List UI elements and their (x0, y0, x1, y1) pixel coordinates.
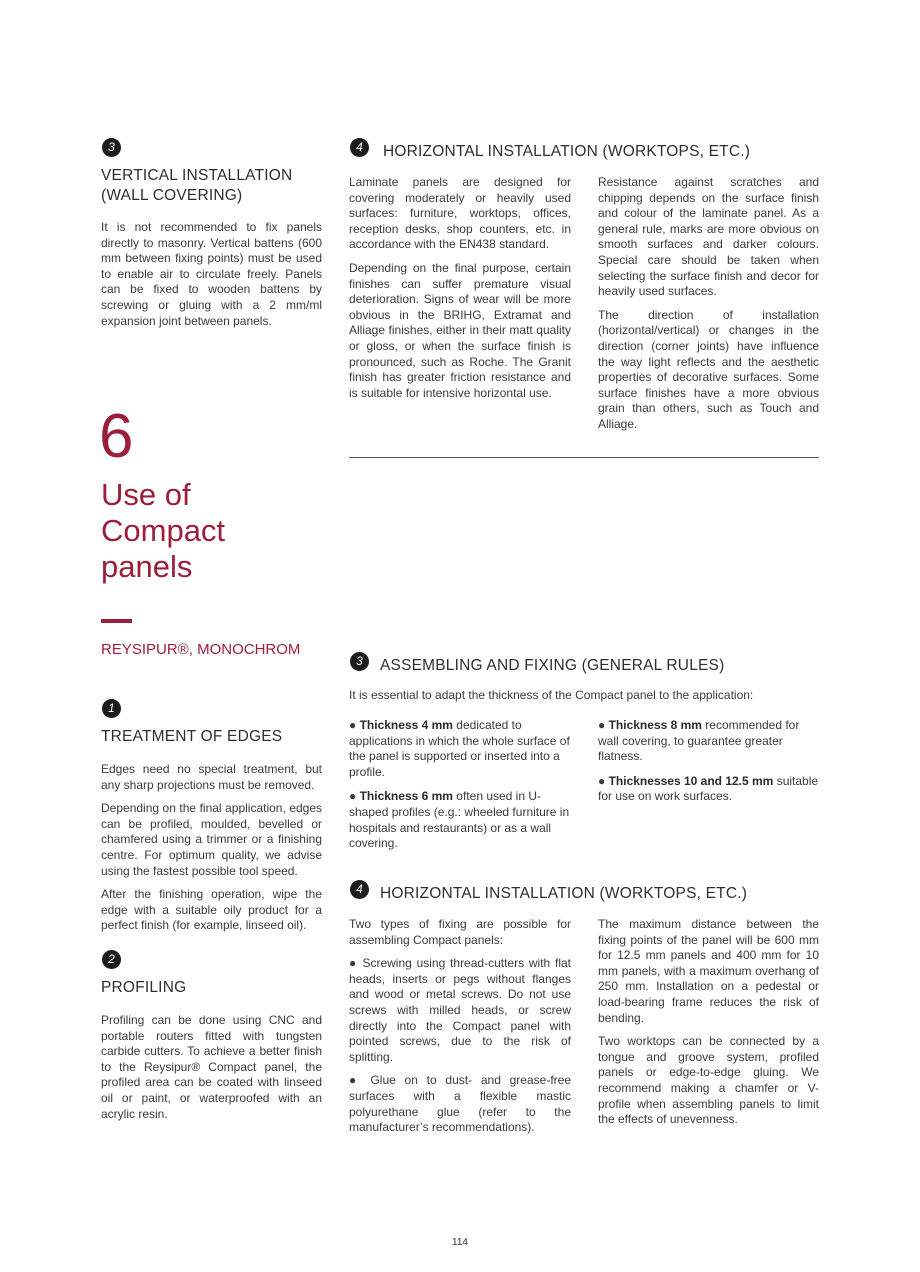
heading-line: (WALL COVERING) (101, 187, 243, 204)
step-badge-4: 4 (350, 880, 369, 899)
paragraph: Two types of fixing are possible for assembling Compact panels: (349, 917, 571, 947)
assembling-heading: ASSEMBLING AND FIXING (GENERAL RULES) (380, 657, 725, 674)
item-text: often used in U-shaped profiles (e.g.: wheeled furniture in hospitals and restaurants) or as a wall covering. (349, 789, 570, 851)
title-line: Use of (101, 477, 191, 512)
step-badge-2: 2 (102, 950, 121, 969)
profiling-text (101, 1013, 322, 1130)
item-bold: Thickness 8 mm (608, 718, 702, 732)
assembling-intro: It is essential to adapt the thickness of the Compact panel to the application: (349, 688, 754, 702)
step-badge-1: 1 (102, 699, 121, 718)
vertical-installation-text (101, 220, 322, 337)
paragraph: The direction of installation (horizontal/vertical) or changes in the direction (corner joints) have influence the way light reflects and the aesthetic properties of decorative surfaces. Some surface finishes have a more obvious grain than others, such as Touch and Alliage. (598, 307, 819, 431)
title-line: Compact (101, 513, 226, 548)
accent-bar (101, 619, 132, 623)
section-subtitle: REYSIPUR®, MONOCHROM (101, 641, 301, 658)
page-number: 114 (452, 1237, 468, 1248)
item-text: dedicated to applications in which the whole surface of the panel is supported or inserted into a profile. (349, 718, 570, 779)
paragraph: Two worktops can be connected by a tongue and groove system, profiled panels or edge-to-edge gluing. We recommend making a chamfer or V-profile when assembling panels to limit the effects of unevenness. (598, 1034, 819, 1127)
step-badge-4: 4 (350, 138, 369, 157)
horizontal-col1 (349, 175, 571, 409)
list-item: ● Thickness 8 mm recommended for wall covering, to guarantee greater flatness. (598, 718, 800, 764)
vertical-installation-heading (101, 166, 292, 206)
profiling-heading: PROFILING (101, 979, 187, 996)
horizontal2-col1 (349, 917, 571, 1144)
bullet-paragraph: ● Glue on to dust- and grease-free surfaces with a flexible mastic polyurethane glue (refer to the manufacturer’s recommendations). (349, 1073, 571, 1135)
paragraph: Laminate panels are designed for covering moderately or heavily used surfaces: furniture, worktops, offices, reception desks, shop counters, etc. in accordance with the EN438 standard. (349, 175, 571, 252)
edges-heading: TREATMENT OF EDGES (101, 728, 283, 745)
item-bold: Thicknesses 10 and 12.5 mm (608, 773, 774, 788)
item-bold: Thickness 6 mm (359, 789, 453, 804)
assembling-col2 (598, 718, 819, 814)
horizontal-col2 (598, 175, 819, 441)
edges-text (101, 762, 322, 942)
section-number: 6 (99, 402, 134, 471)
section-title (101, 477, 321, 585)
heading-line: VERTICAL INSTALLATION (101, 167, 293, 184)
item-text: recommended for wall covering, to guarantee greater flatness. (598, 718, 800, 764)
item-text: suitable for use on work surfaces. (598, 773, 819, 804)
bullet-paragraph: ● Screwing using thread-cutters with flat heads, inserts or pegs without flanges and wood or metal screws. Do not use screws with milled heads, or screw directly into the Compact panel with pointed screws, due to the risk of splitting. (349, 956, 571, 1064)
paragraph: It is not recommended to fix panels directly to masonry. Vertical battens (600 mm between fixing points) must be used to enable air to circulate freely. Panels can be fixed to wooden battens by screwing or gluing with a 2 mm/ml expansion joint between panels. (101, 220, 322, 328)
section-divider (349, 457, 819, 458)
item-bold: Thickness 4 mm (359, 718, 453, 732)
step-badge-3: 3 (102, 138, 121, 157)
horizontal2-col2 (598, 917, 819, 1136)
paragraph: Edges need no special treatment, but any sharp projections must be removed. (101, 762, 322, 792)
list-item: ● Thicknesses 10 and 12.5 mm suitable for use on work surfaces. (598, 773, 819, 804)
paragraph: The maximum distance between the fixing points of the panel will be 600 mm for 12.5 mm panels and 400 mm for 10 mm panels, with a maximum overhang of 250 mm. Installation on a pedestal or load-bearing frame reduces the risk of bending. (598, 917, 819, 1025)
title-line: panels (101, 549, 193, 584)
horizontal2-heading: HORIZONTAL INSTALLATION (WORKTOPS, ETC.) (380, 885, 748, 902)
horizontal-installation-heading: HORIZONTAL INSTALLATION (WORKTOPS, ETC.) (383, 143, 751, 160)
step-badge-3: 3 (350, 652, 369, 671)
bullet-text: Screwing using thread-cutters with flat heads, inserts or pegs without flanges and wood or metal screws. Do not use screws with milled heads, or screw directly into the Compact panel with pointed screws, due to the risk of splitting. (349, 956, 571, 1064)
bullet-text: Glue on to dust- and grease-free surfaces with a flexible mastic polyurethane glue (refer to the manufacturer’s recommendations). (349, 1073, 571, 1135)
list-item: ● Thickness 6 mm often used in U-shaped profiles (e.g.: wheeled furniture in hospitals and restaurants) or as a wall covering. (349, 789, 570, 851)
assembling-col1 (349, 718, 571, 861)
paragraph: After the finishing operation, wipe the edge with a suitable oily product for a perfect finish (for example, linseed oil). (101, 887, 322, 933)
paragraph: Depending on the final application, edges can be profiled, moulded, bevelled or chamfered using a trimmer or a finishing centre. For optimum quality, we advise using the fastest possible tool speed. (101, 801, 322, 878)
paragraph: Resistance against scratches and chipping depends on the surface finish and colour of the laminate panel. As a general rule, marks are more obvious on smooth surfaces and darker colours. Special care should be taken when selecting the surface finish and decor for heavily used surfaces. (598, 175, 819, 299)
paragraph: Profiling can be done using CNC and portable routers fitted with tungsten carbide cutters. To achieve a better finish to the Reysipur® Compact panel, the profiled area can be coated with linseed oil or paint, or waterproofed with an acrylic resin. (101, 1013, 322, 1121)
list-item: ● Thickness 4 mm dedicated to applications in which the whole surface of the panel is supported or inserted into a profile. (349, 718, 570, 779)
paragraph: Depending on the final purpose, certain finishes can suffer premature visual deterioration. Signs of wear will be more obvious in the BRIHG, Extramat and Alliage finishes, either in their matt quality or gloss, or when the surface finish is pronounced, such as Roche. The Granit finish has greater friction resistance and is suitable for intensive horizontal use. (349, 260, 571, 400)
